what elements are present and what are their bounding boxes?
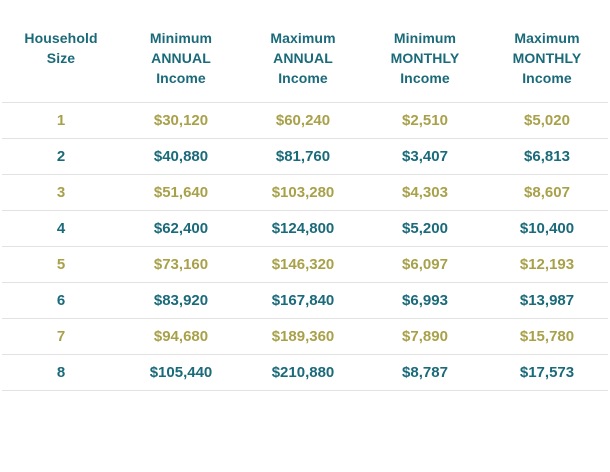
column-header-maximum-annual-income [242,18,364,103]
cell-min-annual: $51,640 [153,184,209,201]
cell-max-monthly: $5,020 [524,112,570,129]
table-header [2,18,608,103]
table-row [2,103,608,139]
header-line: Income [400,70,450,86]
header-line: Minimum [149,30,213,46]
cell-min-monthly: $5,200 [402,220,448,237]
cell-min-monthly: $4,303 [402,184,448,201]
table-header-row [2,18,608,103]
cell-min-monthly: $6,993 [402,292,448,309]
table-row [2,319,608,355]
cell-household-size: 8 [56,364,66,381]
header-line: MONTHLY [390,50,460,66]
cell-min-annual: $40,880 [153,148,209,165]
header-line: Income [522,70,572,86]
cell-household-size: 1 [56,112,66,129]
cell-min-monthly: $7,890 [402,328,448,345]
cell-max-annual: $167,840 [271,292,335,309]
cell-household-size: 5 [56,256,66,273]
column-header-maximum-monthly-income [486,18,608,103]
cell-max-monthly: $8,607 [524,184,570,201]
cell-min-annual: $62,400 [153,220,209,237]
header-line: MONTHLY [512,50,582,66]
cell-max-annual: $210,880 [271,364,335,381]
cell-household-size: 3 [56,184,66,201]
table-row [2,211,608,247]
cell-household-size: 2 [56,148,66,165]
cell-household-size: 7 [56,328,66,345]
cell-max-annual: $189,360 [271,328,335,345]
cell-min-monthly: $2,510 [402,112,448,129]
cell-max-monthly: $12,193 [519,256,575,273]
column-header-minimum-monthly-income [364,18,486,103]
cell-max-annual: $81,760 [275,148,331,165]
table-row [2,283,608,319]
header-line: Household [24,30,98,46]
cell-min-monthly: $3,407 [402,148,448,165]
cell-min-annual: $30,120 [153,112,209,129]
cell-max-monthly: $15,780 [519,328,575,345]
table-row [2,355,608,391]
header-line: Income [156,70,206,86]
column-header-minimum-annual-income [120,18,242,103]
cell-household-size: 4 [56,220,66,237]
cell-max-monthly: $13,987 [519,292,575,309]
cell-household-size: 6 [56,292,66,309]
cell-max-annual: $124,800 [271,220,335,237]
header-line: ANNUAL [273,50,333,66]
cell-min-annual: $94,680 [153,328,209,345]
cell-min-annual: $83,920 [153,292,209,309]
cell-max-monthly: $17,573 [519,364,575,381]
header-line: Size [46,50,76,66]
cell-max-monthly: $6,813 [524,148,570,165]
cell-max-annual: $146,320 [271,256,335,273]
header-line: ANNUAL [151,50,211,66]
column-header-household-size [2,18,120,103]
header-line: Minimum [393,30,457,46]
table-row [2,139,608,175]
table-row [2,247,608,283]
cell-min-annual: $73,160 [153,256,209,273]
cell-min-monthly: $8,787 [402,364,448,381]
cell-max-annual: $60,240 [275,112,331,129]
header-line: Maximum [514,30,580,46]
header-line: Income [278,70,328,86]
cell-max-annual: $103,280 [271,184,335,201]
table-body [2,103,608,391]
header-line: Maximum [270,30,336,46]
cell-min-monthly: $6,097 [402,256,448,273]
household-income-table [2,18,608,391]
cell-min-annual: $105,440 [149,364,213,381]
table-row [2,175,608,211]
cell-max-monthly: $10,400 [519,220,575,237]
